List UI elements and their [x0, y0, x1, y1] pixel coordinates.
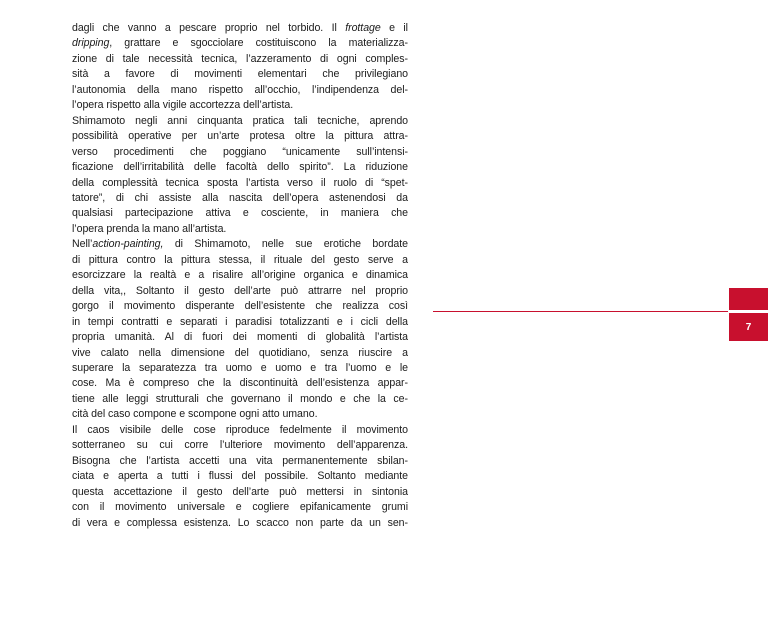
text-line — [72, 469, 408, 484]
page-marker-rule — [433, 311, 728, 312]
text-line — [72, 376, 408, 391]
italic-term: dripping — [72, 37, 110, 50]
text-line — [72, 160, 408, 175]
text-run: Bisogna che l’artista accetti una vita permanentemente sbilan- — [72, 454, 408, 467]
text-line — [72, 67, 408, 82]
text-run: vive calato nella dimensione del quotidiano, senza riuscire a — [72, 346, 408, 359]
text-line — [72, 191, 408, 206]
text-run: di pittura contro la pittura stessa, il rituale del gesto serve a — [72, 253, 408, 266]
text-line — [72, 176, 408, 191]
text-line — [72, 361, 408, 376]
text-run: di Shimamoto, nelle sue erotiche bordate — [163, 238, 408, 251]
text-line — [72, 21, 408, 36]
text-run: Nell’ — [72, 238, 93, 251]
text-run: gorgo il movimento disperante dell’esistente che realizza così — [72, 300, 408, 313]
text-line — [72, 392, 408, 407]
text-line — [72, 330, 408, 345]
text-line — [72, 222, 408, 237]
text-line — [72, 206, 408, 221]
text-line — [72, 284, 408, 299]
text-run: propria umanità. Al di fuori dei momenti di globalità l’artista — [72, 331, 408, 344]
text-run: Il caos visibile delle cose riproduce fedelmente il movimento — [72, 423, 408, 436]
text-line — [72, 83, 408, 98]
text-run: della vita,, Soltanto il gesto dell’arte può attrarre nel proprio — [72, 284, 408, 297]
body-text-column — [72, 21, 408, 531]
text-line — [72, 129, 408, 144]
italic-term: frottage — [345, 22, 381, 34]
text-run: Shimamoto negli anni cinquanta pratica tali tecniche, aprendo — [72, 114, 408, 127]
text-line — [72, 98, 408, 113]
text-line — [72, 268, 408, 283]
text-run: sità a favore di movimenti elementari che privilegiano — [72, 68, 408, 81]
text-line — [72, 454, 408, 469]
page-number-tab — [729, 313, 768, 341]
text-run: zione di tale necessità tecnica, l’azzeramento di ogni comples- — [72, 52, 408, 65]
text-run: ficazione dell’irritabilità delle facoltà dello spirito”. La riduzione — [72, 161, 408, 174]
page-number: 7 — [745, 321, 752, 333]
text-line — [72, 315, 408, 330]
text-run: questa accettazione il gesto dell’arte può mettersi in sintonia — [72, 485, 408, 498]
italic-term: action-painting, — [92, 238, 164, 251]
text-run: sotterraneo su cui corre l’ulteriore movimento dell’apparenza. — [72, 439, 408, 452]
text-run: , grattare e sgocciolare costituiscono la materializza- — [109, 37, 408, 50]
text-run: esorcizzare la realtà e a risalire all’origine organica e dinamica — [72, 269, 408, 282]
text-run: della complessità tecnica sposta l’artista verso il ruolo di “spet- — [72, 176, 408, 189]
text-line — [72, 423, 408, 438]
text-line — [72, 346, 408, 361]
text-run: qualsiasi partecipazione attiva e cosciente, in maniera che — [72, 207, 408, 220]
text-line — [72, 500, 408, 515]
text-line — [72, 407, 408, 422]
text-run: in tempi contratti e separati i paradisi totalizzanti e i cicli della — [72, 315, 408, 328]
text-run: e il — [380, 22, 408, 34]
text-run: superare la separatezza tra uomo e uomo e tra l’uomo e le — [72, 361, 408, 374]
text-line — [72, 516, 408, 531]
text-run: cità del caso compone e scompone ogni atto umano. — [72, 408, 318, 421]
text-run: ciata e aperta a tutti i flussi del possibile. Soltanto mediante — [72, 470, 408, 483]
text-line — [72, 485, 408, 500]
text-line — [72, 114, 408, 129]
text-line — [72, 36, 408, 51]
text-run: l’opera rispetto alla vigile accortezza dell’artista. — [72, 99, 294, 112]
text-line — [72, 438, 408, 453]
text-line — [72, 145, 408, 160]
text-run: verso procedimenti che poggiano “unicamente sull’intensi- — [72, 145, 408, 158]
text-run: l’opera prenda la mano all’artista. — [72, 222, 227, 235]
text-run: con il movimento universale e cogliere epifanicamente grumi — [72, 501, 408, 514]
text-run: l’autonomia della mano rispetto all’occhio, l’indipendenza del- — [72, 83, 408, 96]
text-line — [72, 237, 408, 252]
text-line — [72, 253, 408, 268]
text-run: possibilità operative per un’arte protesa oltre la pittura attra- — [72, 130, 408, 143]
text-line — [72, 52, 408, 67]
text-run: di vera e complessa esistenza. Lo scacco non parte da un sen- — [72, 516, 408, 529]
text-run: tatore”, di chi assiste alla nascita dell’opera astenendosi da — [72, 191, 408, 204]
text-line — [72, 299, 408, 314]
text-run: tiene alle leggi strutturali che governano il mondo e che la ce- — [72, 392, 408, 405]
text-run: cose. Ma è compreso che la discontinuità dell’esistenza appar- — [72, 377, 408, 390]
text-run: dagli che vanno a pescare proprio nel torbido. Il — [72, 22, 346, 34]
page-tab-upper — [729, 288, 768, 310]
